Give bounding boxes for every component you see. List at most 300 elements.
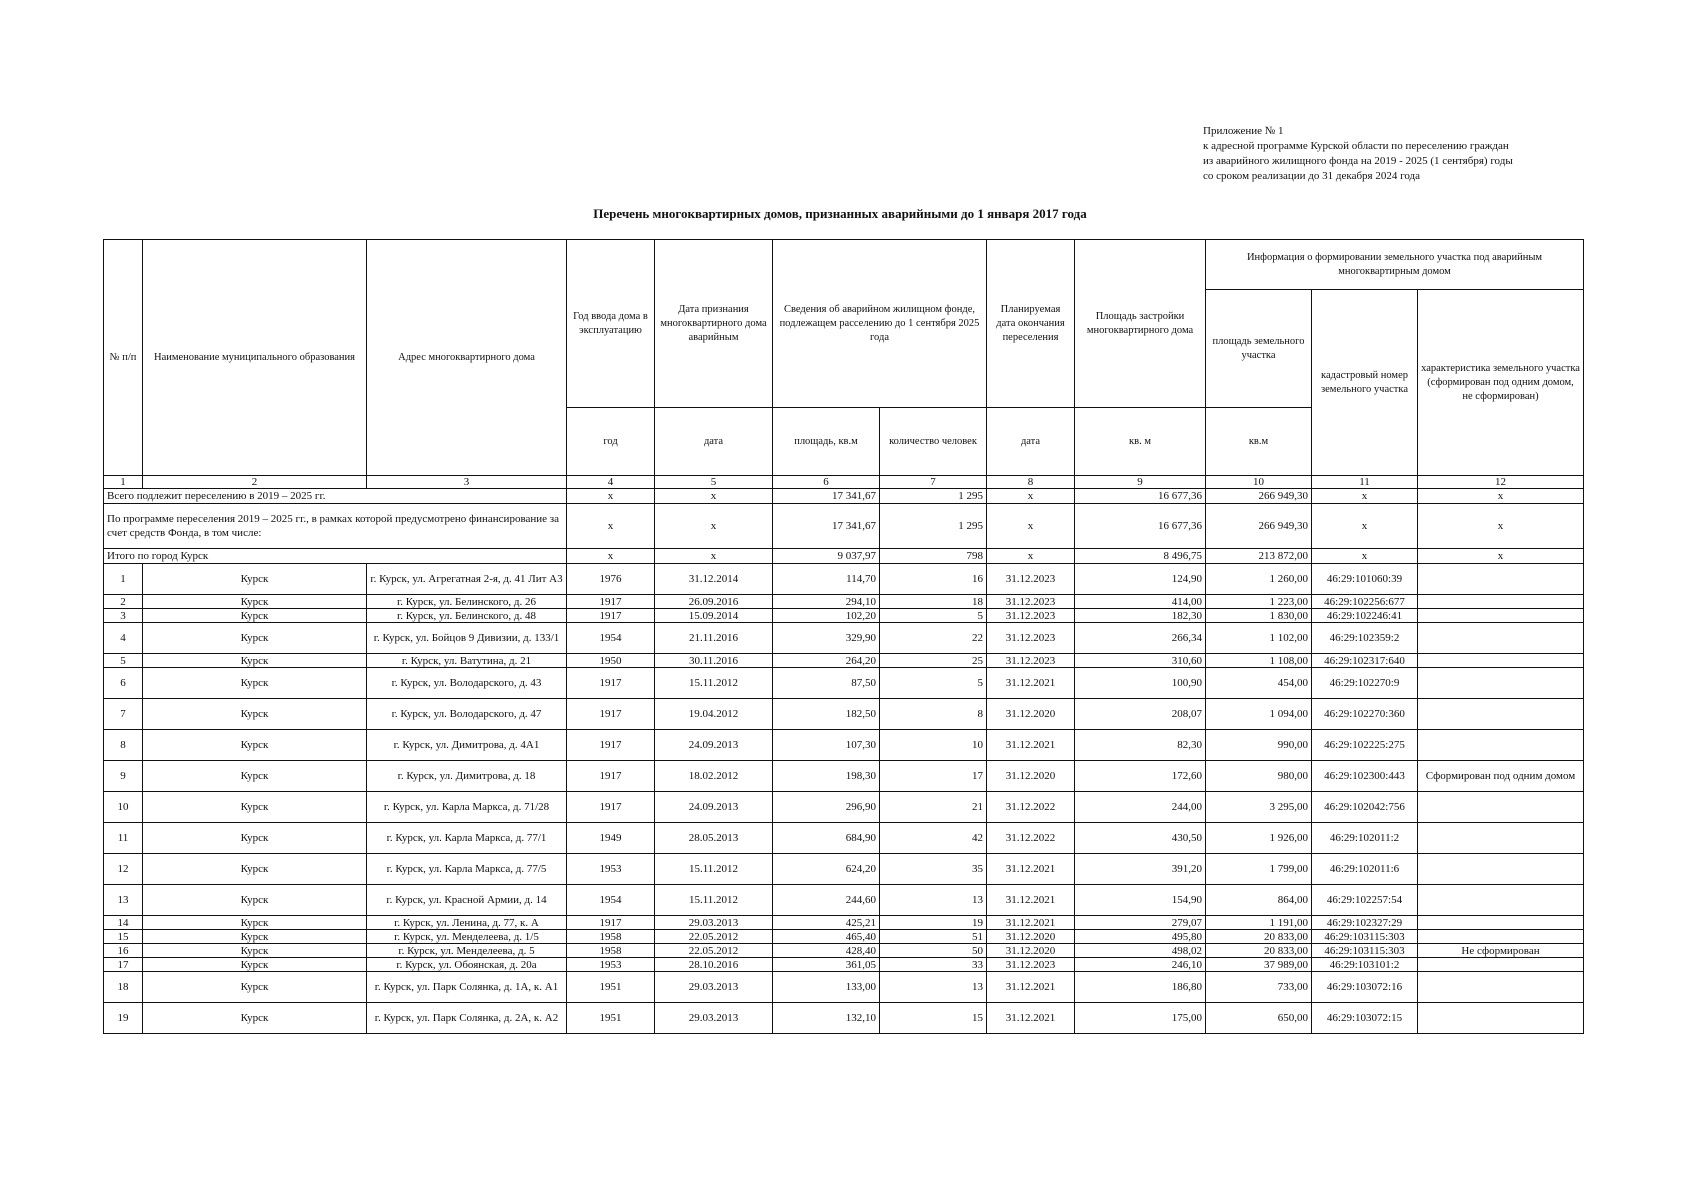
area-cell: 684,90 bbox=[773, 823, 880, 854]
address-cell: г. Курск, ул. Менделеева, д. 1/5 bbox=[367, 930, 567, 944]
header-planned-date: Планируемая дата окончания переселения bbox=[987, 240, 1075, 408]
table-row bbox=[104, 595, 1584, 609]
year-cell: 1917 bbox=[567, 792, 655, 823]
planned-date-cell: 31.12.2021 bbox=[987, 730, 1075, 761]
date-cell: 18.02.2012 bbox=[655, 761, 773, 792]
table-row bbox=[104, 930, 1584, 944]
people-cell: 25 bbox=[880, 654, 987, 668]
cadastral-cell: 46:29:102270:9 bbox=[1312, 668, 1418, 699]
address-cell: г. Курск, ул. Ватутина, д. 21 bbox=[367, 654, 567, 668]
land-area-cell: 980,00 bbox=[1206, 761, 1312, 792]
land-area-cell: 1 260,00 bbox=[1206, 564, 1312, 595]
built-area-cell: 208,07 bbox=[1075, 699, 1206, 730]
program-cell: x bbox=[655, 504, 773, 549]
area-cell: 428,40 bbox=[773, 944, 880, 958]
year-cell: 1976 bbox=[567, 564, 655, 595]
cadastral-cell: 46:29:102011:6 bbox=[1312, 854, 1418, 885]
date-cell: 21.11.2016 bbox=[655, 623, 773, 654]
cadastral-cell: 46:29:101060:39 bbox=[1312, 564, 1418, 595]
address-cell: г. Курск, ул. Карла Маркса, д. 77/1 bbox=[367, 823, 567, 854]
city-total-row bbox=[104, 549, 1584, 564]
built-area-cell: 498,02 bbox=[1075, 944, 1206, 958]
people-cell: 13 bbox=[880, 972, 987, 1003]
people-cell: 35 bbox=[880, 854, 987, 885]
area-cell: 294,10 bbox=[773, 595, 880, 609]
land-area-cell: 20 833,00 bbox=[1206, 944, 1312, 958]
planned-date-cell: 31.12.2020 bbox=[987, 699, 1075, 730]
planned-date-cell: 31.12.2021 bbox=[987, 885, 1075, 916]
date-cell: 26.09.2016 bbox=[655, 595, 773, 609]
municipality-cell: Курск bbox=[143, 623, 367, 654]
city-cell: x bbox=[987, 549, 1075, 564]
city-cell: 213 872,00 bbox=[1206, 549, 1312, 564]
planned-date-cell: 31.12.2023 bbox=[987, 623, 1075, 654]
planned-date-cell: 31.12.2022 bbox=[987, 792, 1075, 823]
planned-date-cell: 31.12.2023 bbox=[987, 654, 1075, 668]
municipality-cell: Курск bbox=[143, 885, 367, 916]
area-cell: 465,40 bbox=[773, 930, 880, 944]
address-cell: г. Курск, ул. Обоянская, д. 20а bbox=[367, 958, 567, 972]
area-cell: 198,30 bbox=[773, 761, 880, 792]
people-cell: 13 bbox=[880, 885, 987, 916]
appendix-note bbox=[1203, 124, 1623, 184]
address-cell: г. Курск, ул. Володарского, д. 47 bbox=[367, 699, 567, 730]
municipality-cell: Курск bbox=[143, 761, 367, 792]
built-area-cell: 175,00 bbox=[1075, 1003, 1206, 1034]
address-cell: г. Курск, ул. Димитрова, д. 4А1 bbox=[367, 730, 567, 761]
city-label: Итого по город Курск bbox=[104, 549, 567, 564]
unit-date: дата bbox=[655, 408, 773, 476]
table-row bbox=[104, 944, 1584, 958]
row-number: 1 bbox=[104, 564, 143, 595]
planned-date-cell: 31.12.2021 bbox=[987, 1003, 1075, 1034]
built-area-cell: 266,34 bbox=[1075, 623, 1206, 654]
date-cell: 29.03.2013 bbox=[655, 916, 773, 930]
planned-date-cell: 31.12.2022 bbox=[987, 823, 1075, 854]
built-area-cell: 414,00 bbox=[1075, 595, 1206, 609]
municipality-cell: Курск bbox=[143, 972, 367, 1003]
cadastral-cell: 46:29:102327:29 bbox=[1312, 916, 1418, 930]
table-row bbox=[104, 1003, 1584, 1034]
built-area-cell: 310,60 bbox=[1075, 654, 1206, 668]
city-cell: x bbox=[567, 549, 655, 564]
land-area-cell: 1 108,00 bbox=[1206, 654, 1312, 668]
program-cell: 266 949,30 bbox=[1206, 504, 1312, 549]
date-cell: 22.05.2012 bbox=[655, 930, 773, 944]
year-cell: 1917 bbox=[567, 730, 655, 761]
people-cell: 21 bbox=[880, 792, 987, 823]
municipality-cell: Курск bbox=[143, 668, 367, 699]
land-char-cell bbox=[1418, 885, 1584, 916]
appendix-line: со сроком реализации до 31 декабря 2024 года bbox=[1203, 170, 1421, 182]
cadastral-cell: 46:29:103072:15 bbox=[1312, 1003, 1418, 1034]
planned-date-cell: 31.12.2023 bbox=[987, 564, 1075, 595]
date-cell: 22.05.2012 bbox=[655, 944, 773, 958]
header-land-info: Информация о формировании земельного участка под аварийным многоквартирным домом bbox=[1206, 240, 1584, 290]
built-area-cell: 246,10 bbox=[1075, 958, 1206, 972]
cadastral-cell: 46:29:102256:677 bbox=[1312, 595, 1418, 609]
program-cell: 17 341,67 bbox=[773, 504, 880, 549]
city-cell: x bbox=[1418, 549, 1584, 564]
area-cell: 107,30 bbox=[773, 730, 880, 761]
land-char-cell bbox=[1418, 623, 1584, 654]
land-area-cell: 454,00 bbox=[1206, 668, 1312, 699]
total-row bbox=[104, 489, 1584, 504]
cadastral-cell: 46:29:102011:2 bbox=[1312, 823, 1418, 854]
cadastral-cell: 46:29:102042:756 bbox=[1312, 792, 1418, 823]
unit-area: площадь, кв.м bbox=[773, 408, 880, 476]
col-number: 6 bbox=[773, 476, 880, 489]
area-cell: 329,90 bbox=[773, 623, 880, 654]
table-row bbox=[104, 792, 1584, 823]
municipality-cell: Курск bbox=[143, 823, 367, 854]
table-row bbox=[104, 916, 1584, 930]
appendix-line: из аварийного жилищного фонда на 2019 - 2025 (1 сентября) годы bbox=[1203, 155, 1513, 167]
header-date-emergency: Дата признания многоквартирного дома аварийным bbox=[655, 240, 773, 408]
area-cell: 425,21 bbox=[773, 916, 880, 930]
date-cell: 28.05.2013 bbox=[655, 823, 773, 854]
date-cell: 15.09.2014 bbox=[655, 609, 773, 623]
built-area-cell: 495,80 bbox=[1075, 930, 1206, 944]
municipality-cell: Курск bbox=[143, 854, 367, 885]
year-cell: 1917 bbox=[567, 609, 655, 623]
col-number: 2 bbox=[143, 476, 367, 489]
year-cell: 1917 bbox=[567, 761, 655, 792]
land-char-cell bbox=[1418, 595, 1584, 609]
city-cell: x bbox=[1312, 549, 1418, 564]
land-char-cell bbox=[1418, 958, 1584, 972]
land-char-cell bbox=[1418, 823, 1584, 854]
people-cell: 42 bbox=[880, 823, 987, 854]
col-number: 9 bbox=[1075, 476, 1206, 489]
cadastral-cell: 46:29:103115:303 bbox=[1312, 944, 1418, 958]
year-cell: 1953 bbox=[567, 854, 655, 885]
municipality-cell: Курск bbox=[143, 595, 367, 609]
program-cell: x bbox=[567, 504, 655, 549]
city-cell: 798 bbox=[880, 549, 987, 564]
land-area-cell: 20 833,00 bbox=[1206, 930, 1312, 944]
municipality-cell: Курск bbox=[143, 916, 367, 930]
table-row bbox=[104, 823, 1584, 854]
header-num: № п/п bbox=[104, 240, 143, 476]
built-area-cell: 100,90 bbox=[1075, 668, 1206, 699]
cadastral-cell: 46:29:103115:303 bbox=[1312, 930, 1418, 944]
row-number: 6 bbox=[104, 668, 143, 699]
built-area-cell: 186,80 bbox=[1075, 972, 1206, 1003]
unit-sqm: кв.м bbox=[1206, 408, 1312, 476]
table-row bbox=[104, 972, 1584, 1003]
column-numbers-row bbox=[104, 476, 1584, 489]
program-row bbox=[104, 504, 1584, 549]
address-cell: г. Курск, ул. Белинского, д. 26 bbox=[367, 595, 567, 609]
row-number: 14 bbox=[104, 916, 143, 930]
date-cell: 29.03.2013 bbox=[655, 1003, 773, 1034]
cadastral-cell: 46:29:102317:640 bbox=[1312, 654, 1418, 668]
row-number: 13 bbox=[104, 885, 143, 916]
row-number: 8 bbox=[104, 730, 143, 761]
planned-date-cell: 31.12.2023 bbox=[987, 609, 1075, 623]
row-number: 11 bbox=[104, 823, 143, 854]
cadastral-cell: 46:29:102257:54 bbox=[1312, 885, 1418, 916]
table-row bbox=[104, 654, 1584, 668]
row-number: 10 bbox=[104, 792, 143, 823]
people-cell: 8 bbox=[880, 699, 987, 730]
date-cell: 31.12.2014 bbox=[655, 564, 773, 595]
planned-date-cell: 31.12.2020 bbox=[987, 944, 1075, 958]
municipality-cell: Курск bbox=[143, 958, 367, 972]
row-number: 5 bbox=[104, 654, 143, 668]
row-number: 15 bbox=[104, 930, 143, 944]
row-number: 4 bbox=[104, 623, 143, 654]
table-row bbox=[104, 854, 1584, 885]
total-cell: x bbox=[1312, 489, 1418, 504]
table-row bbox=[104, 885, 1584, 916]
built-area-cell: 124,90 bbox=[1075, 564, 1206, 595]
built-area-cell: 182,30 bbox=[1075, 609, 1206, 623]
area-cell: 87,50 bbox=[773, 668, 880, 699]
area-cell: 132,10 bbox=[773, 1003, 880, 1034]
city-cell: 9 037,97 bbox=[773, 549, 880, 564]
total-cell: x bbox=[987, 489, 1075, 504]
cadastral-cell: 46:29:102300:443 bbox=[1312, 761, 1418, 792]
planned-date-cell: 31.12.2021 bbox=[987, 916, 1075, 930]
land-char-cell bbox=[1418, 730, 1584, 761]
table-row bbox=[104, 761, 1584, 792]
people-cell: 19 bbox=[880, 916, 987, 930]
area-cell: 624,20 bbox=[773, 854, 880, 885]
built-area-cell: 391,20 bbox=[1075, 854, 1206, 885]
row-number: 12 bbox=[104, 854, 143, 885]
col-number: 12 bbox=[1418, 476, 1584, 489]
date-cell: 15.11.2012 bbox=[655, 668, 773, 699]
houses-table bbox=[103, 239, 1584, 1034]
program-cell: 16 677,36 bbox=[1075, 504, 1206, 549]
row-number: 3 bbox=[104, 609, 143, 623]
area-cell: 133,00 bbox=[773, 972, 880, 1003]
people-cell: 22 bbox=[880, 623, 987, 654]
header-year-built: Год ввода дома в эксплуатацию bbox=[567, 240, 655, 408]
land-char-cell bbox=[1418, 1003, 1584, 1034]
land-area-cell: 1 223,00 bbox=[1206, 595, 1312, 609]
area-cell: 296,90 bbox=[773, 792, 880, 823]
built-area-cell: 172,60 bbox=[1075, 761, 1206, 792]
city-cell: 8 496,75 bbox=[1075, 549, 1206, 564]
unit-sqm: кв. м bbox=[1075, 408, 1206, 476]
total-cell: x bbox=[1418, 489, 1584, 504]
land-area-cell: 37 989,00 bbox=[1206, 958, 1312, 972]
address-cell: г. Курск, ул. Карла Маркса, д. 71/28 bbox=[367, 792, 567, 823]
cadastral-cell: 46:29:102270:360 bbox=[1312, 699, 1418, 730]
col-number: 1 bbox=[104, 476, 143, 489]
area-cell: 264,20 bbox=[773, 654, 880, 668]
municipality-cell: Курск bbox=[143, 609, 367, 623]
total-cell: x bbox=[567, 489, 655, 504]
table-row bbox=[104, 623, 1584, 654]
unit-date: дата bbox=[987, 408, 1075, 476]
people-cell: 5 bbox=[880, 668, 987, 699]
people-cell: 10 bbox=[880, 730, 987, 761]
address-cell: г. Курск, ул. Красной Армии, д. 14 bbox=[367, 885, 567, 916]
total-label: Всего подлежит переселению в 2019 – 2025 гг. bbox=[104, 489, 567, 504]
date-cell: 24.09.2013 bbox=[655, 730, 773, 761]
land-area-cell: 1 102,00 bbox=[1206, 623, 1312, 654]
unit-year: год bbox=[567, 408, 655, 476]
land-char-cell bbox=[1418, 930, 1584, 944]
municipality-cell: Курск bbox=[143, 1003, 367, 1034]
address-cell: г. Курск, ул. Ленина, д. 77, к. А bbox=[367, 916, 567, 930]
header-address: Адрес многоквартирного дома bbox=[367, 240, 567, 476]
date-cell: 19.04.2012 bbox=[655, 699, 773, 730]
year-cell: 1917 bbox=[567, 699, 655, 730]
land-char-cell bbox=[1418, 699, 1584, 730]
col-number: 7 bbox=[880, 476, 987, 489]
year-cell: 1917 bbox=[567, 916, 655, 930]
people-cell: 51 bbox=[880, 930, 987, 944]
built-area-cell: 279,07 bbox=[1075, 916, 1206, 930]
land-area-cell: 990,00 bbox=[1206, 730, 1312, 761]
municipality-cell: Курск bbox=[143, 564, 367, 595]
area-cell: 114,70 bbox=[773, 564, 880, 595]
address-cell: г. Курск, ул. Бойцов 9 Дивизии, д. 133/1 bbox=[367, 623, 567, 654]
document-title: Перечень многоквартирных домов, признанных аварийными до 1 января 2017 года bbox=[593, 206, 1087, 221]
land-char-cell bbox=[1418, 854, 1584, 885]
cadastral-cell: 46:29:102359:2 bbox=[1312, 623, 1418, 654]
year-cell: 1958 bbox=[567, 944, 655, 958]
land-area-cell: 733,00 bbox=[1206, 972, 1312, 1003]
land-area-cell: 1 191,00 bbox=[1206, 916, 1312, 930]
year-cell: 1953 bbox=[567, 958, 655, 972]
people-cell: 5 bbox=[880, 609, 987, 623]
land-char-cell bbox=[1418, 916, 1584, 930]
year-cell: 1950 bbox=[567, 654, 655, 668]
header-land-area: площадь земельного участка bbox=[1206, 290, 1312, 408]
people-cell: 16 bbox=[880, 564, 987, 595]
program-cell: x bbox=[1418, 504, 1584, 549]
total-cell: 266 949,30 bbox=[1206, 489, 1312, 504]
table-row bbox=[104, 609, 1584, 623]
table-row bbox=[104, 730, 1584, 761]
date-cell: 30.11.2016 bbox=[655, 654, 773, 668]
date-cell: 15.11.2012 bbox=[655, 885, 773, 916]
planned-date-cell: 31.12.2020 bbox=[987, 930, 1075, 944]
total-cell: 1 295 bbox=[880, 489, 987, 504]
year-cell: 1958 bbox=[567, 930, 655, 944]
built-area-cell: 154,90 bbox=[1075, 885, 1206, 916]
col-number: 8 bbox=[987, 476, 1075, 489]
year-cell: 1917 bbox=[567, 668, 655, 699]
program-cell: 1 295 bbox=[880, 504, 987, 549]
date-cell: 29.03.2013 bbox=[655, 972, 773, 1003]
table-header bbox=[104, 240, 1584, 476]
people-cell: 15 bbox=[880, 1003, 987, 1034]
date-cell: 24.09.2013 bbox=[655, 792, 773, 823]
land-area-cell: 1 926,00 bbox=[1206, 823, 1312, 854]
built-area-cell: 82,30 bbox=[1075, 730, 1206, 761]
row-number: 9 bbox=[104, 761, 143, 792]
planned-date-cell: 31.12.2023 bbox=[987, 595, 1075, 609]
cadastral-cell: 46:29:103101:2 bbox=[1312, 958, 1418, 972]
table-row bbox=[104, 668, 1584, 699]
row-number: 7 bbox=[104, 699, 143, 730]
land-area-cell: 864,00 bbox=[1206, 885, 1312, 916]
header-land-char: характеристика земельного участка (сформирован под одним домом, не сформирован) bbox=[1418, 290, 1584, 476]
address-cell: г. Курск, ул. Парк Солянка, д. 1А, к. А1 bbox=[367, 972, 567, 1003]
program-label: По программе переселения 2019 – 2025 гг., в рамках которой предусмотрено финансирование за счет средств Фонда, в том числе: bbox=[104, 504, 567, 549]
land-char-cell: Не сформирован bbox=[1418, 944, 1584, 958]
date-cell: 15.11.2012 bbox=[655, 854, 773, 885]
cadastral-cell: 46:29:102225:275 bbox=[1312, 730, 1418, 761]
land-char-cell bbox=[1418, 792, 1584, 823]
land-char-cell bbox=[1418, 972, 1584, 1003]
address-cell: г. Курск, ул. Володарского, д. 43 bbox=[367, 668, 567, 699]
people-cell: 18 bbox=[880, 595, 987, 609]
year-cell: 1917 bbox=[567, 595, 655, 609]
header-fund-info: Сведения об аварийном жилищном фонде, подлежащем расселению до 1 сентября 2025 года bbox=[773, 240, 987, 408]
planned-date-cell: 31.12.2020 bbox=[987, 761, 1075, 792]
cadastral-cell: 46:29:103072:16 bbox=[1312, 972, 1418, 1003]
row-number: 19 bbox=[104, 1003, 143, 1034]
municipality-cell: Курск bbox=[143, 699, 367, 730]
built-area-cell: 430,50 bbox=[1075, 823, 1206, 854]
land-char-cell bbox=[1418, 564, 1584, 595]
land-char-cell bbox=[1418, 654, 1584, 668]
area-cell: 102,20 bbox=[773, 609, 880, 623]
col-number: 3 bbox=[367, 476, 567, 489]
table-body bbox=[104, 476, 1584, 1034]
col-number: 10 bbox=[1206, 476, 1312, 489]
row-number: 17 bbox=[104, 958, 143, 972]
row-number: 2 bbox=[104, 595, 143, 609]
year-cell: 1949 bbox=[567, 823, 655, 854]
area-cell: 182,50 bbox=[773, 699, 880, 730]
people-cell: 33 bbox=[880, 958, 987, 972]
year-cell: 1951 bbox=[567, 972, 655, 1003]
municipality-cell: Курск bbox=[143, 944, 367, 958]
cadastral-cell: 46:29:102246:41 bbox=[1312, 609, 1418, 623]
table-row bbox=[104, 699, 1584, 730]
col-number: 5 bbox=[655, 476, 773, 489]
header-built-area: Площадь застройки многоквартирного дома bbox=[1075, 240, 1206, 408]
planned-date-cell: 31.12.2021 bbox=[987, 972, 1075, 1003]
land-area-cell: 650,00 bbox=[1206, 1003, 1312, 1034]
address-cell: г. Курск, ул. Димитрова, д. 18 bbox=[367, 761, 567, 792]
municipality-cell: Курск bbox=[143, 792, 367, 823]
appendix-line: к адресной программе Курской области по переселению граждан bbox=[1203, 140, 1509, 152]
program-cell: x bbox=[1312, 504, 1418, 549]
planned-date-cell: 31.12.2021 bbox=[987, 668, 1075, 699]
table-row bbox=[104, 958, 1584, 972]
land-char-cell bbox=[1418, 668, 1584, 699]
appendix-line: Приложение № 1 bbox=[1203, 125, 1284, 137]
year-cell: 1951 bbox=[567, 1003, 655, 1034]
area-cell: 361,05 bbox=[773, 958, 880, 972]
date-cell: 28.10.2016 bbox=[655, 958, 773, 972]
area-cell: 244,60 bbox=[773, 885, 880, 916]
land-area-cell: 1 830,00 bbox=[1206, 609, 1312, 623]
land-char-cell bbox=[1418, 609, 1584, 623]
total-cell: x bbox=[655, 489, 773, 504]
municipality-cell: Курск bbox=[143, 730, 367, 761]
header-municipality: Наименование муниципального образования bbox=[143, 240, 367, 476]
built-area-cell: 244,00 bbox=[1075, 792, 1206, 823]
table-row bbox=[104, 564, 1584, 595]
unit-people: количество человек bbox=[880, 408, 987, 476]
land-area-cell: 3 295,00 bbox=[1206, 792, 1312, 823]
address-cell: г. Курск, ул. Менделеева, д. 5 bbox=[367, 944, 567, 958]
people-cell: 17 bbox=[880, 761, 987, 792]
row-number: 16 bbox=[104, 944, 143, 958]
municipality-cell: Курск bbox=[143, 930, 367, 944]
